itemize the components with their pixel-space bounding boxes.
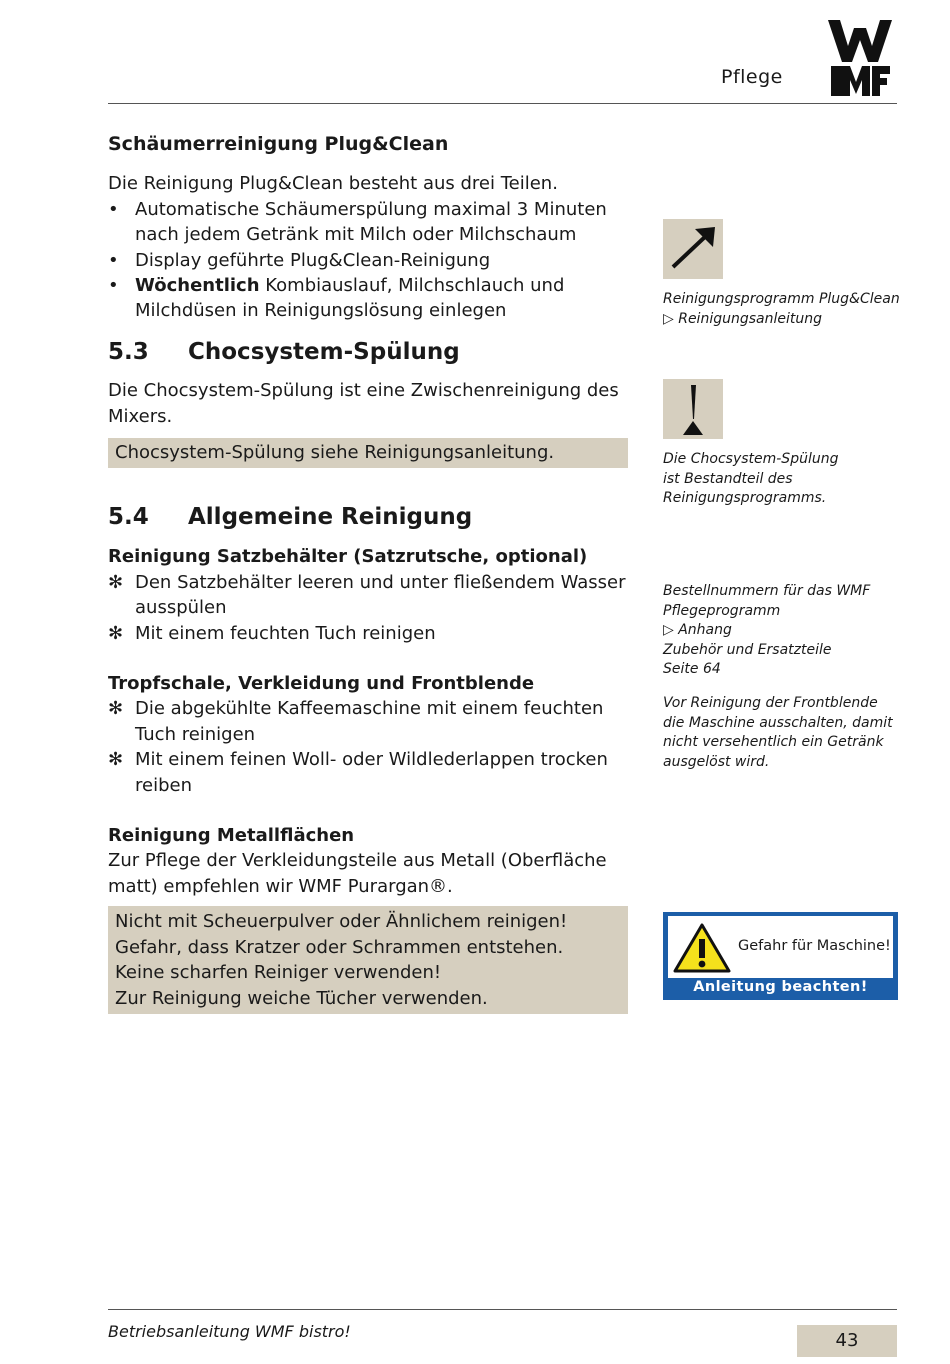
- exclamation-icon: [663, 379, 723, 439]
- section-heading: 5.3 Chocsystem-Spülung: [108, 339, 460, 365]
- subheading: Reinigung Satzbehälter (Satzrutsche, optional): [108, 546, 588, 568]
- arrow-icon: [663, 219, 723, 279]
- bullet-icon: •: [108, 275, 119, 297]
- section-heading: 5.4 Allgemeine Reinigung: [108, 504, 473, 530]
- body-text: Zur Pflege der Verkleidungsteile aus Metall (Oberfläche matt) empfehlen wir WMF Purargan®.: [108, 850, 607, 897]
- sidebar-note-order: Bestellnummern für das WMF Pflegeprogramm ▷ Anhang Zubehör und Ersatzteile Seite 64: [663, 583, 871, 678]
- instruction-list: [108, 570, 628, 646]
- plugclean-intro: Die Reinigung Plug&Clean besteht aus drei Teilen.: [108, 173, 558, 195]
- list-item: ✻ Mit einem feuchten Tuch reinigen: [108, 621, 628, 646]
- section-5-3: [108, 340, 628, 468]
- list-item: • Wöchentlich Kombiauslauf, Milchschlauch und Milchdüsen in Reinigungslösung einlegen: [108, 275, 565, 322]
- machine-warning-label: [663, 912, 898, 1000]
- body-text: Die Chocsystem-Spülung ist eine Zwischenreinigung des Mixers.: [108, 380, 619, 427]
- header-section-title: Pflege: [721, 66, 783, 88]
- page-number: 43: [797, 1325, 897, 1357]
- warning-footer: Anleitung beachten!: [693, 979, 868, 995]
- instruction-list: [108, 696, 628, 798]
- bullet-icon: •: [108, 249, 119, 271]
- list-item: • Automatische Schäumerspülung maximal 3 Minuten nach jedem Getränk mit Milch oder Milchschaum: [108, 198, 607, 246]
- plugclean-heading: Schäumerreinigung Plug&Clean: [108, 133, 449, 155]
- warning-note-box: Nicht mit Scheuerpulver oder Ähnlichem reinigen! Gefahr, dass Kratzer oder Schrammen entstehen. Keine scharfen Reiniger verwenden! Zur Reinigung weiche Tücher verwenden.: [108, 906, 628, 1014]
- asterisk-icon: ✻: [108, 749, 124, 771]
- sidebar-note-frontblende: Vor Reinigung der Frontblende die Maschine ausschalten, damit nicht versehentlich ein Getränk ausgelöst wird.: [663, 695, 893, 770]
- footer-manual-title: Betriebsanleitung WMF bistro!: [108, 1322, 351, 1341]
- list-item: • Display geführte Plug&Clean-Reinigung: [108, 248, 628, 273]
- footer-rule: [108, 1309, 897, 1310]
- warning-triangle-icon: [672, 922, 732, 974]
- list-item: ✻ Den Satzbehälter leeren und unter fließendem Wasser ausspülen: [108, 571, 626, 619]
- section-5-4: [108, 505, 628, 1014]
- plugclean-list: [108, 197, 628, 324]
- sidebar-note-chocsystem: Die Chocsystem-Spülung ist Bestandteil des Reinigungsprogramms.: [663, 451, 839, 507]
- wmf-logo: [828, 20, 892, 96]
- list-item: ✻ Mit einem feinen Woll- oder Wildlederlappen trocken reiben: [108, 749, 608, 796]
- note-box: Chocsystem-Spülung siehe Reinigungsanleitung.: [108, 438, 628, 467]
- plugclean-section: [108, 132, 628, 324]
- header-rule: [108, 103, 897, 104]
- list-item: ✻ Die abgekühlte Kaffeemaschine mit einem feuchten Tuch reinigen: [108, 698, 604, 745]
- subheading: Reinigung Metallflächen: [108, 825, 355, 847]
- asterisk-icon: ✻: [108, 698, 124, 720]
- subheading: Tropfschale, Verkleidung und Frontblende: [108, 673, 535, 695]
- asterisk-icon: ✻: [108, 622, 124, 644]
- warning-title: Gefahr für Maschine!: [738, 938, 891, 954]
- asterisk-icon: ✻: [108, 571, 124, 593]
- sidebar-note-plugclean: Reinigungsprogramm Plug&Clean ▷ Reinigungsanleitung: [663, 291, 900, 327]
- bullet-icon: •: [108, 198, 119, 220]
